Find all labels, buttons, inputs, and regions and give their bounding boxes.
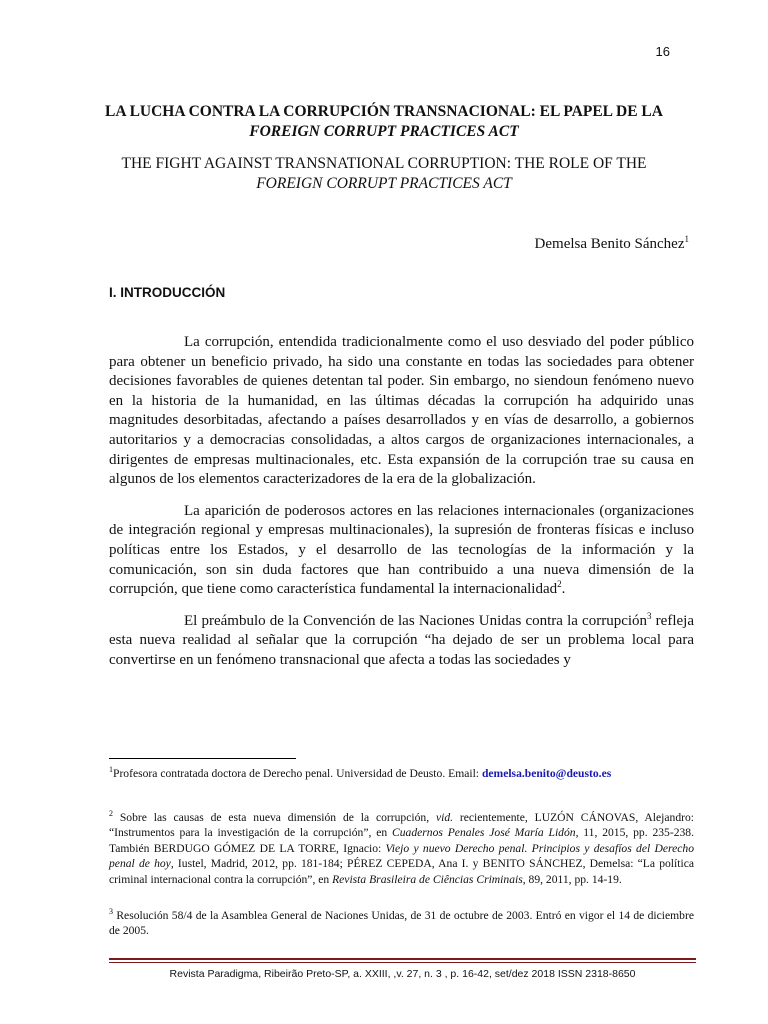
- footnote-mark: 3: [109, 907, 113, 917]
- paragraph: [109, 502, 694, 600]
- paragraph-text: El preámbulo de la Convención de las Naciones Unidas contra la corrupción: [184, 612, 648, 629]
- footnote-ref[interactable]: 2: [557, 579, 562, 590]
- footnote-mark: 2: [109, 809, 113, 819]
- footnote-text-italic: Cuadernos Penales José María Lidón: [392, 826, 576, 840]
- footnote-text-italic: Viejo y nuevo Derecho penal. Principios y desafíos del Derecho penal de hoy: [109, 841, 694, 871]
- footnote-text: Profesora contratada doctora de Derecho penal. Universidad de Deusto. Email:: [113, 767, 482, 780]
- author-name-text: Demelsa Benito Sánchez: [534, 236, 685, 252]
- footnote-text: , Iustel, Madrid, 2012, pp. 181-184; PÉREZ CEPEDA, Ana I. y BENITO SÁNCHEZ, Demelsa: “La política criminal internacional contra la corrupción”, en: [109, 857, 694, 886]
- footnote-text: , 89, 2011, pp. 14-19.: [522, 872, 622, 886]
- footnote-text: Sobre las causas de esta nueva dimensión de la corrupción,: [113, 811, 436, 824]
- page-number: 16: [655, 44, 670, 59]
- paragraph-text: La aparición de poderosos actores en las relaciones internacionales (organizaciones de integración regional y empresas multinacionales), la supresión de fronteras físicas e incluso políticas entre los Estados, y el desarrollo de las tecnologías de la información y la comunicación, son sin duda factores que han contribuido a una nueva dimensión de la corrupción, que tiene como característica fundamental la internacionalidad: [109, 502, 694, 598]
- paragraph-text-tail: .: [561, 581, 566, 598]
- paragraph: [109, 612, 694, 671]
- body-text: [109, 333, 694, 683]
- title-spanish-line1: LA LUCHA CONTRA LA CORRUPCIÓN TRANSNACIONAL: EL PAPEL DE LA: [105, 103, 663, 120]
- author-name: [535, 234, 689, 253]
- journal-footer: Revista Paradigma, Ribeirão Preto-SP, a. XXIII, ,v. 27, n. 3 , p. 16-42, set/dez 2018 ISSN 2318-8650: [169, 968, 636, 980]
- footnote-text-italic: vid.: [435, 811, 454, 824]
- title-english-line1: THE FIGHT AGAINST TRANSNATIONAL CORRUPTION: THE ROLE OF THE: [121, 155, 647, 172]
- footnote-divider: [109, 758, 296, 759]
- title-spanish: [0, 102, 768, 142]
- email-link[interactable]: demelsa.benito@deusto.es: [481, 767, 612, 780]
- footnote-text: Resolución 58/4 de la Asamblea General de Naciones Unidas, de 31 de octubre de 2003. Entró en vigor el 14 de diciembre de 2005.: [109, 909, 694, 938]
- author-footnote-mark[interactable]: 1: [684, 234, 689, 244]
- footnote-text-italic: Revista Brasileira de Ciências Criminais: [332, 872, 523, 886]
- title-english: [0, 154, 768, 194]
- footnote-mark: 1: [109, 765, 113, 775]
- paragraph: [109, 333, 694, 490]
- footnote-2: [109, 810, 694, 887]
- footnote-text: recientemente, LUZÓN CÁNOVAS, Alejandro: “Instrumentos para la investigación de la corrupción”, en: [109, 811, 695, 840]
- section-heading: I. INTRODUCCIÓN: [109, 285, 226, 300]
- title-english-line2: FOREIGN CORRUPT PRACTICES ACT: [256, 175, 512, 192]
- footnote-3: [109, 908, 694, 939]
- paragraph-text-tail: refleja esta nueva realidad al señalar que la corrupción “ha dejado de ser un problema local para convertirse en un fenómeno transnacional que afecta a todas las sociedades y: [109, 612, 694, 668]
- footnote-text: , 11, 2015, pp. 235-238. También BERDUGO GÓMEZ DE LA TORRE, Ignacio:: [109, 826, 694, 855]
- footer-rule-thick: [109, 958, 696, 960]
- footnote-1: [109, 766, 694, 781]
- footnote-ref[interactable]: 3: [647, 610, 652, 621]
- title-spanish-line2: FOREIGN CORRUPT PRACTICES ACT: [249, 123, 519, 140]
- paragraph-text: La corrupción, entendida tradicionalmente como el uso desviado del poder público para obtener un beneficio privado, ha sido una constante en todas las sociedades para obtener decisiones favorables de quienes detentan tal poder. Sin embargo, no siendoun fenómeno nuevo en la historia de la humanidad, en las últimas décadas la corrupción ha adquirido unas magnitudes desorbitadas, afectando a países desarrollados y en vías de desarrollo, a gobiernos autoritarios y a democracias consolidadas, a altos cargos de organizaciones internacionales, a dirigentes de empresas multinacionales, etc. Esta expansión de la corrupción trae su causa en algunos de los elementos caracterizadores de la era de la globalización.: [109, 334, 694, 488]
- footer-rule-thin: [109, 962, 696, 963]
